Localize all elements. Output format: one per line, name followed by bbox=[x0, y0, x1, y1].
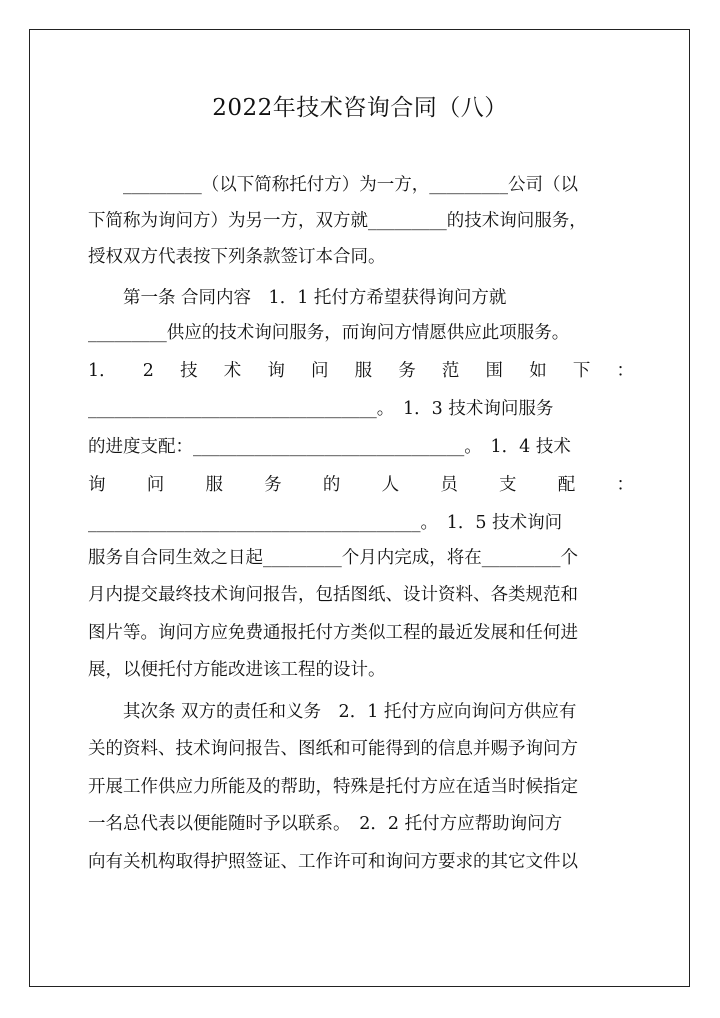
justified-segment: 人 bbox=[381, 475, 400, 495]
justified-segment: ： bbox=[616, 361, 634, 381]
body-line: 向有关机构取得护照签证、工作许可和询问方要求的其它文件以 bbox=[88, 852, 578, 872]
justified-segment: 问 bbox=[146, 475, 165, 495]
justified-segment: 1． bbox=[88, 361, 117, 381]
body-line: _________供应的技术询问服务，而询问方情愿供应此项服务。 bbox=[88, 323, 570, 343]
justified-segment: 服 bbox=[354, 361, 373, 381]
justified-segment: 技 bbox=[180, 361, 198, 381]
justified-segment: 范 bbox=[441, 361, 460, 381]
body-line: _________________________________。 1．3 技术询问服务 bbox=[88, 399, 554, 419]
body-line: 第一条 合同内容 1．1 托付方希望获得询问方就 bbox=[88, 288, 507, 308]
body-line: 一名总代表以便能随时予以联系。 2．2 托付方应帮助询问方 bbox=[88, 814, 563, 834]
body-line: 关的资料、技术询问报告、图纸和可能得到的信息并赐予询问方 bbox=[88, 739, 578, 759]
justified-segment: 2 bbox=[142, 361, 154, 381]
body-line-justified bbox=[88, 473, 634, 497]
body-line: _________（以下简称托付方）为一方，_________公司（以 bbox=[88, 175, 578, 195]
justified-segment: 围 bbox=[485, 361, 504, 381]
justified-segment: 术 bbox=[223, 361, 242, 381]
justified-segment: 支 bbox=[499, 475, 517, 495]
justified-segment: 务 bbox=[264, 475, 282, 495]
justified-segment: 如 bbox=[529, 361, 547, 381]
justified-segment: 的 bbox=[322, 475, 341, 495]
justified-segment: ： bbox=[616, 475, 634, 495]
body-line: 展，以便托付方能改进该工程的设计。 bbox=[88, 660, 386, 680]
body-line-justified bbox=[88, 359, 634, 383]
justified-segment: 下 bbox=[572, 361, 591, 381]
justified-segment: 务 bbox=[398, 361, 416, 381]
justified-segment: 服 bbox=[205, 475, 223, 495]
body-line: 开展工作供应力所能及的帮助，特殊是托付方应在适当时候指定 bbox=[88, 777, 578, 797]
body-line: 下简称为询问方）为另一方，双方就_________的技术询问服务， bbox=[88, 211, 587, 231]
body-line: 其次条 双方的责任和义务 2．1 托付方应向询问方供应有 bbox=[88, 702, 577, 722]
justified-segment: 询 bbox=[88, 475, 106, 495]
body-line: 图片等。询问方应免费通报托付方类似工程的最近发展和任何进 bbox=[88, 623, 578, 643]
document-title: 2022年技术咨询合同（八） bbox=[212, 95, 508, 121]
justified-segment: 询 bbox=[267, 361, 285, 381]
body-line: 服务自合同生效之日起_________个月内完成，将在_________个 bbox=[88, 548, 578, 568]
justified-segment: 配 bbox=[557, 475, 576, 495]
justified-segment: 员 bbox=[440, 475, 458, 495]
body-line: ______________________________________。 1．5 技术询问 bbox=[88, 513, 563, 533]
body-line: 授权双方代表按下列条款签订本合同。 bbox=[88, 247, 386, 267]
body-line: 的进度支配：_______________________________。 1．4 技术 bbox=[88, 437, 571, 457]
body-line: 月内提交最终技术询问报告，包括图纸、设计资料、各类规范和 bbox=[88, 585, 578, 605]
justified-segment: 问 bbox=[310, 361, 329, 381]
